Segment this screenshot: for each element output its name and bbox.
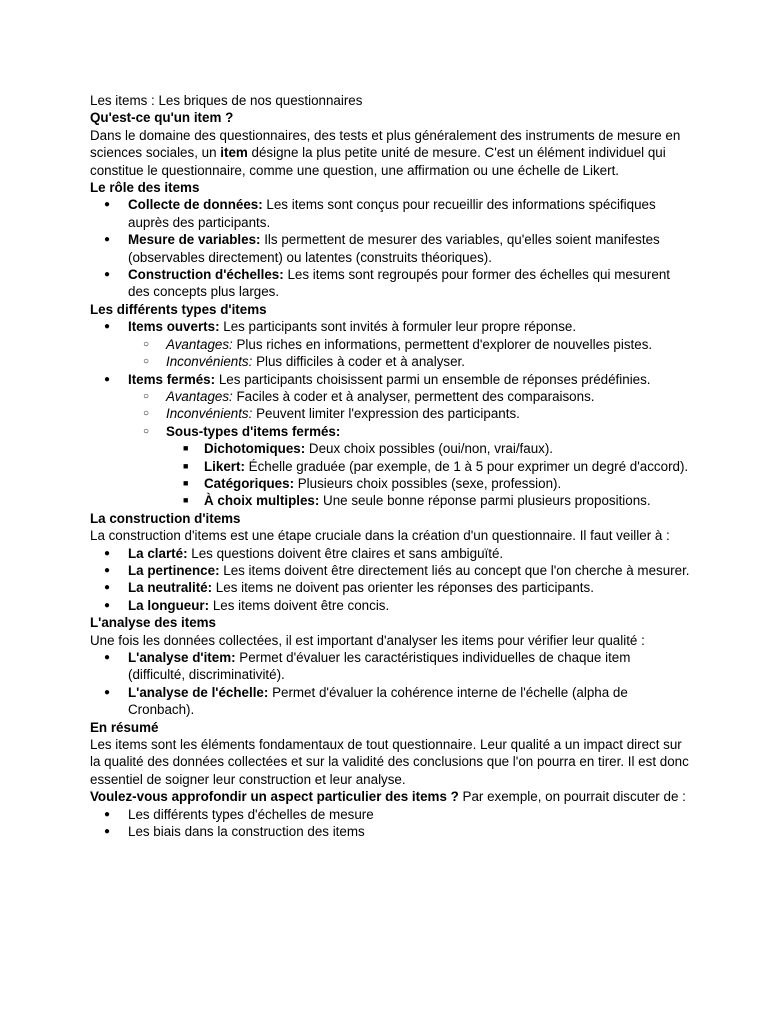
- list-item: [166, 475, 690, 492]
- paragraph-analysis: Une fois les données collectées, il est important d'analyser les items pour vérifier leur qualité :: [90, 632, 645, 648]
- paragraph-summary: Les items sont les éléments fondamentaux de tout questionnaire. Leur qualité a un impact direct sur la qualité des données collectées et sur la validité des conclusions que l'on pourra en tirer. Il est donc essentiel de soigner leur construction et leur analyse.: [90, 737, 689, 787]
- item-label: Inconvénients:: [166, 354, 253, 370]
- list-item: [166, 492, 690, 509]
- open-sublist: [128, 336, 690, 371]
- item-label: Construction d'échelles:: [128, 267, 284, 283]
- item-text: Faciles à coder et à analyser, permettent des comparaisons.: [232, 388, 595, 404]
- list-item: [128, 423, 690, 510]
- list-item: [128, 405, 690, 422]
- list-item: [90, 196, 690, 231]
- heading-construction: La construction d'items: [90, 510, 241, 526]
- item-text: Les participants choisissent parmi un ensemble de réponses prédéfinies.: [215, 371, 651, 387]
- item-label: Sous-types d'items fermés:: [166, 423, 341, 439]
- def-text-a: Dans le domaine des questionnaires, des tests et plus généralement des instruments de mesure en sciences sociales, un: [90, 127, 681, 161]
- list-item: ● Les différents types d'échelles de mesure: [90, 806, 690, 823]
- item-text: Ils permettent de mesurer des variables, qu'elles soient manifestes (observables directement) ou latentes (construits théoriques).: [128, 232, 660, 265]
- analysis-list: [90, 649, 690, 719]
- heading-what-is-item: Qu'est-ce qu'un item ?: [90, 110, 234, 126]
- item-text: Plusieurs choix possibles (sexe, profession).: [294, 475, 562, 491]
- item-label: Dichotomiques:: [204, 441, 306, 457]
- paragraph-question: [90, 788, 690, 805]
- list-item: [90, 579, 690, 596]
- list-item: [90, 684, 690, 719]
- item-label: L'analyse d'item:: [128, 650, 236, 665]
- item-label: Inconvénients:: [166, 406, 253, 422]
- item-text: Plus difficiles à coder et à analyser.: [252, 354, 465, 370]
- list-item: [128, 353, 690, 370]
- item-label: La longueur:: [128, 597, 210, 613]
- heading-types: Les différents types d'items: [90, 301, 267, 317]
- list-item: [90, 649, 690, 684]
- types-list: [90, 318, 690, 509]
- question-rest: Par exemple, on pourrait discuter de :: [458, 789, 686, 805]
- list-item: ● Les biais dans la construction des items: [90, 823, 690, 840]
- item-text: Les items doivent être concis.: [209, 597, 390, 613]
- item-label: Likert:: [204, 458, 245, 474]
- item-label: Mesure de variables:: [128, 232, 261, 248]
- item-label: Collecte de données:: [128, 197, 263, 213]
- item-text: Les items ne doivent pas orienter les réponses des participants.: [212, 580, 594, 596]
- list-item: [166, 458, 690, 475]
- item-text: Les items sont conçus pour recueillir des informations spécifiques auprès des participants.: [128, 197, 656, 230]
- item-text: Plus riches en informations, permettent d'explorer de nouvelles pistes.: [232, 336, 653, 352]
- item-text: Peuvent limiter l'expression des participants.: [252, 406, 520, 422]
- paragraph-definition: [90, 127, 690, 179]
- item-text: Une seule bonne réponse parmi plusieurs propositions.: [319, 493, 651, 509]
- list-item: [90, 562, 690, 579]
- item-label: Avantages:: [166, 388, 233, 404]
- paragraph-construction: La construction d'items est une étape cruciale dans la création d'un questionnaire. Il faut veiller à :: [90, 528, 670, 544]
- item-label: L'analyse de l'échelle:: [128, 684, 269, 700]
- item-text: Les items sont regroupés pour former des échelles qui mesurent des concepts plus larges.: [128, 267, 671, 300]
- list-item: [128, 388, 690, 405]
- document-body: [90, 92, 690, 840]
- item-label: Items ouverts:: [128, 319, 220, 335]
- construction-list: [90, 545, 690, 615]
- doc-title: Les items : Les briques de nos questionnaires: [90, 93, 363, 108]
- item-label: Catégoriques:: [204, 475, 295, 491]
- heading-summary: En résumé: [90, 719, 159, 735]
- item-text: Échelle graduée (par exemple, de 1 à 5 pour exprimer un degré d'accord).: [244, 458, 689, 474]
- question-bold: Voulez-vous approfondir un aspect particulier des items ?: [90, 789, 459, 805]
- suggestions-list: [90, 806, 690, 841]
- item-label: Items fermés:: [128, 371, 216, 387]
- list-item: [166, 440, 690, 457]
- item-text: Les participants sont invités à formuler leur propre réponse.: [219, 319, 577, 335]
- def-text-bold: item: [220, 145, 248, 161]
- subtypes-list: [166, 440, 690, 510]
- item-label: La pertinence:: [128, 562, 220, 578]
- heading-role: Le rôle des items: [90, 180, 200, 196]
- item-text: Les items doivent être directement liés au concept que l'on cherche à mesurer.: [219, 562, 690, 578]
- closed-sublist: [128, 388, 690, 510]
- item-label: La neutralité:: [128, 580, 213, 596]
- item-text: Deux choix possibles (oui/non, vrai/faux).: [305, 441, 554, 457]
- item-label: Avantages:: [166, 336, 233, 352]
- item-label: À choix multiples:: [204, 493, 320, 509]
- list-item: [90, 266, 690, 301]
- list-item: [90, 371, 690, 510]
- item-text: Permet d'évaluer les caractéristiques individuelles de chaque item (difficulté, discriminativité).: [128, 650, 631, 683]
- item-label: La clarté:: [128, 545, 188, 561]
- def-text-b: désigne la plus petite unité de mesure. C'est un élément individuel qui constitue le questionnaire, comme une question, une affirmation ou une échelle de Likert.: [90, 145, 666, 178]
- item-text: Permet d'évaluer la cohérence interne de l'échelle (alpha de Cronbach).: [128, 684, 628, 718]
- item-text: Les questions doivent être claires et sans ambiguïté.: [187, 545, 504, 561]
- list-item: [90, 318, 690, 370]
- heading-analysis: L'analyse des items: [90, 615, 216, 631]
- list-item: [128, 336, 690, 353]
- list-item: [90, 231, 690, 266]
- list-item: [90, 545, 690, 562]
- list-item: [90, 597, 690, 614]
- role-list: [90, 196, 690, 300]
